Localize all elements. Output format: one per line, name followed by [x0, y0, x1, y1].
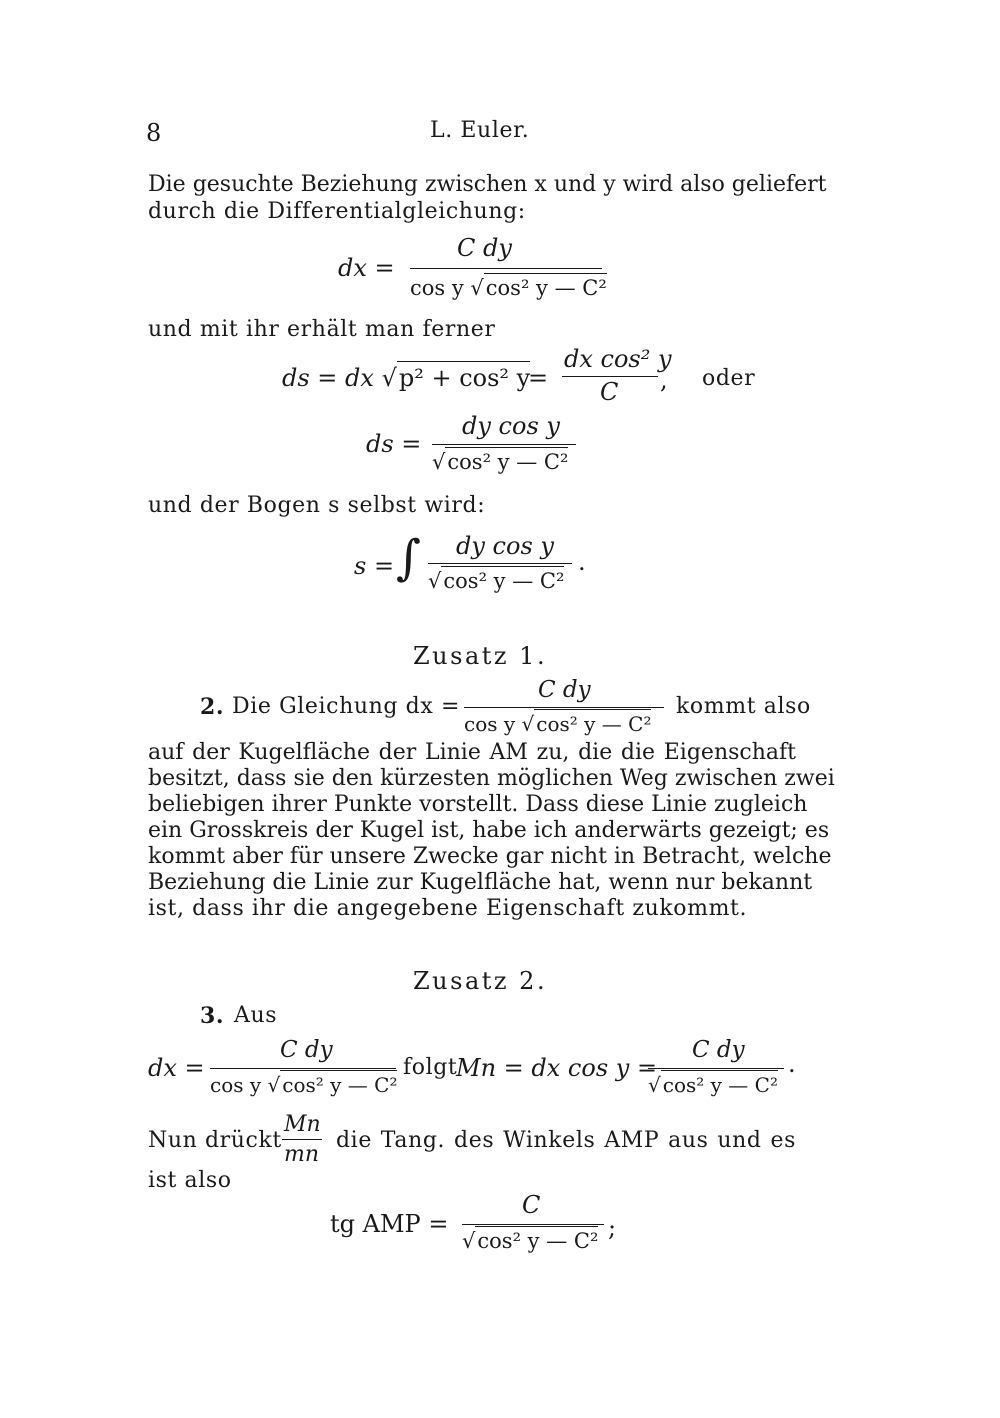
- para3-den1-a: cos y √: [210, 1073, 281, 1097]
- para2-line-5: kommt aber für unsere Zwecke gar nicht in Betracht, welche: [148, 844, 832, 869]
- para3-ist-also: ist also: [148, 1168, 232, 1193]
- para2-last-line: ist, dass ihr die angegebene Eigenschaft zukommt.: [148, 896, 748, 921]
- para2-tail: kommt also: [676, 694, 811, 719]
- para2-den-a: cos y √: [464, 712, 535, 736]
- para2-frac-numerator: C dy: [538, 677, 591, 703]
- para3-lead: Aus: [234, 1003, 278, 1028]
- para3-nun-a: Nun drückt: [148, 1128, 282, 1153]
- para3-nun-b: die Tang. des Winkels AMP aus und es: [336, 1128, 796, 1153]
- eq3-denominator: [432, 450, 568, 474]
- para3-eq-numerator-2: C dy: [692, 1037, 745, 1063]
- eq2-denominator: C: [600, 378, 619, 406]
- eq5-lhs: tg AMP =: [330, 1210, 449, 1238]
- eq4-integral-sign: ∫: [396, 530, 422, 586]
- para3-fraction-bar-2: [648, 1068, 784, 1069]
- eq1-numerator: C dy: [457, 234, 512, 262]
- intro-line-1: Die gesuchte Beziehung zwischen x und y wird also geliefert: [148, 172, 827, 197]
- para3-eq-period: .: [788, 1050, 796, 1078]
- para3-fraction-bar-1: [210, 1068, 396, 1069]
- eq1-den-b: cos² y — C²: [484, 273, 607, 300]
- para3-nun-frac-numerator: Mn: [284, 1112, 321, 1137]
- eq4-den-a: √: [428, 569, 442, 593]
- eq2-numerator: dx cos² y: [564, 345, 672, 373]
- para3-eq-mid: Mn = dx cos y =: [456, 1054, 658, 1082]
- eq4-den-b: cos² y — C²: [441, 566, 564, 593]
- eq2-lhs: [282, 364, 530, 392]
- para3-number: 3.: [200, 1003, 225, 1029]
- eq5-den-a: √: [462, 1229, 476, 1253]
- para2-number: 2.: [200, 694, 225, 720]
- text-bogen: und der Bogen s selbst wird:: [148, 493, 486, 518]
- para2-line-1: auf der Kugelfläche der Linie AM zu, die die Eigenschaft: [148, 740, 796, 765]
- eq5-den-b: cos² y — C²: [475, 1226, 598, 1253]
- para2-line-4: ein Grosskreis der Kugel ist, habe ich anderwärts gezeigt; es: [148, 818, 830, 843]
- eq1-den-a: cos y √: [410, 276, 484, 300]
- para3-folgt: folgt: [403, 1055, 458, 1080]
- eq5-numerator: C: [522, 1191, 541, 1219]
- eq3-fraction-bar: [432, 444, 576, 445]
- running-title: L. Euler.: [430, 118, 530, 143]
- para2-frac-denominator: [464, 712, 651, 736]
- heading-zusatz-1: Zusatz 1.: [413, 642, 548, 670]
- eq4-denominator: [428, 569, 564, 593]
- page-number: 8: [146, 119, 162, 147]
- para3-den2-a: √: [648, 1073, 661, 1097]
- eq2-fraction-bar: [562, 376, 658, 377]
- para3-eq-numerator-1: C dy: [280, 1037, 333, 1063]
- para2-line-3: beliebigen ihrer Punkte vorstellt. Dass diese Linie zugleich: [148, 792, 808, 817]
- eq2-lhs-text: ds = dx √: [282, 364, 397, 392]
- para3-nun-frac-denominator: mn: [284, 1142, 320, 1167]
- eq3-lhs: ds =: [366, 430, 422, 458]
- intro-line-2: durch die Differentialgleichung:: [148, 199, 526, 224]
- eq5-denominator: [462, 1229, 598, 1253]
- para2-fraction-bar: [464, 707, 664, 708]
- eq2-radicand: p² + cos² y: [397, 361, 530, 392]
- para3-eq-denominator-1: [210, 1073, 397, 1097]
- para3-eq-lhs: dx =: [148, 1054, 205, 1082]
- eq4-numerator: dy cos y: [456, 532, 554, 560]
- eq3-den-b: cos² y — C²: [445, 447, 568, 474]
- para2-line-6: Beziehung die Linie zur Kugelfläche hat, wenn nur bekannt: [148, 870, 813, 895]
- eq1-fraction-bar: [410, 268, 602, 269]
- text-ferner: und mit ihr erhält man ferner: [148, 317, 496, 342]
- eq1-denominator: [410, 276, 607, 300]
- eq5-semicolon: ;: [608, 1214, 617, 1242]
- eq5-fraction-bar: [462, 1224, 604, 1225]
- heading-zusatz-2: Zusatz 2.: [413, 967, 548, 995]
- para3-den2-b: cos² y — C²: [661, 1070, 778, 1097]
- eq2-equals: =: [528, 364, 549, 392]
- eq1-lhs: dx =: [338, 254, 395, 282]
- eq4-period: .: [578, 548, 586, 576]
- para2-line-2: besitzt, dass sie den kürzesten möglichen Weg zwischen zwei: [148, 766, 835, 791]
- para2-lead: Die Gleichung dx =: [232, 694, 460, 719]
- eq4-fraction-bar: [428, 563, 572, 564]
- eq3-numerator: dy cos y: [462, 412, 560, 440]
- para2-den-b: cos² y — C²: [534, 709, 651, 736]
- eq4-lhs: s =: [354, 552, 395, 580]
- para3-eq-denominator-2: [648, 1073, 778, 1097]
- para3-nun-fraction-bar: [282, 1139, 322, 1140]
- para3-den1-b: cos² y — C²: [280, 1070, 397, 1097]
- eq2-oder: oder: [702, 366, 756, 391]
- eq2-comma: ,: [660, 366, 668, 394]
- eq3-den-a: √: [432, 450, 446, 474]
